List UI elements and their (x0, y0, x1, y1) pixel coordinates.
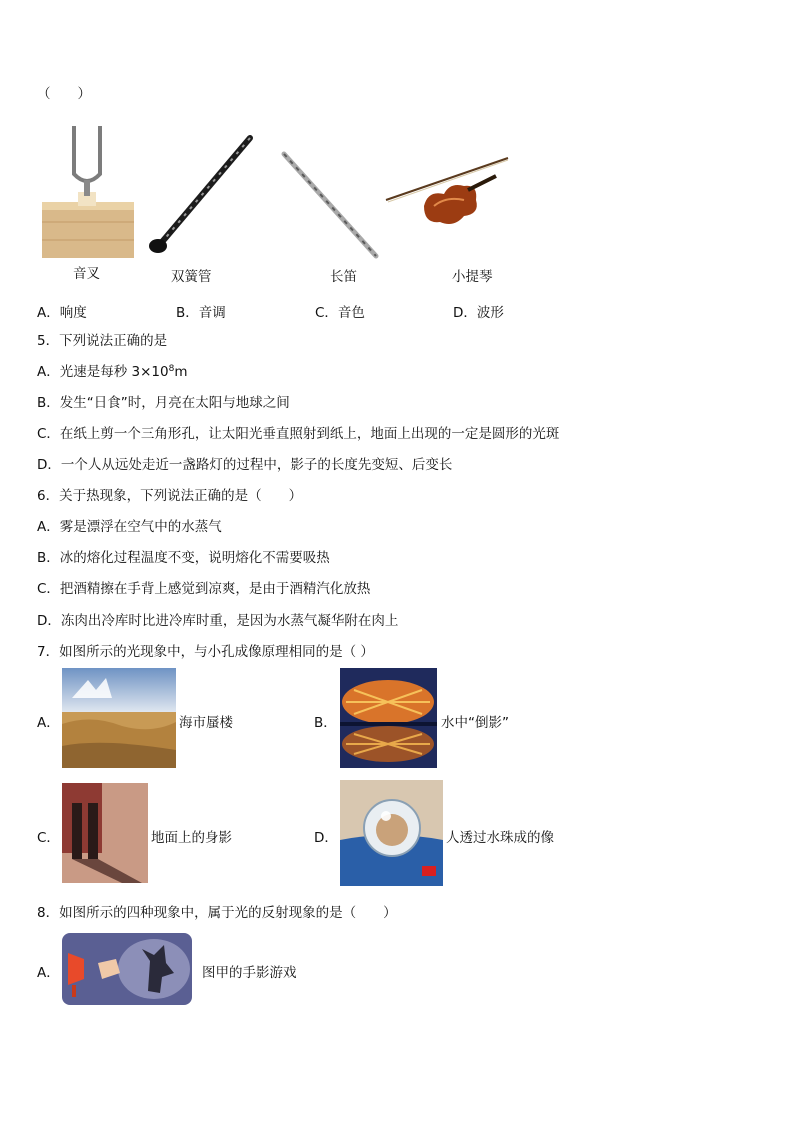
q7-stem: 7．如图所示的光现象中，与小孔成像原理相同的是（ ） (37, 644, 374, 660)
q7-option-a-caption: 海市蜃楼 (179, 715, 233, 731)
q4-option-c: C．音色 (315, 305, 365, 321)
q4-option-a: A．响度 (37, 305, 87, 321)
q4-option-b: B．音调 (176, 305, 226, 321)
instrument-label-tuning-fork: 音叉 (73, 266, 100, 282)
oboe-icon (148, 134, 254, 256)
q7-option-c-caption: 地面上的身影 (151, 830, 232, 846)
q5-option-b: B．发生“日食”时，月亮在太阳与地球之间 (37, 395, 290, 411)
q7-option-b-caption: 水中“倒影” (441, 715, 509, 731)
q6-option-a: A．雾是漂浮在空气中的水蒸气 (37, 519, 222, 535)
flute-icon (280, 150, 380, 262)
water-droplet-photo (340, 780, 443, 886)
shadow-photo (62, 783, 148, 883)
instrument-label-violin: 小提琴 (452, 269, 493, 285)
q7-option-b-letter: B． (314, 715, 337, 731)
q7-option-d-caption: 人透过水珠成的像 (446, 830, 554, 846)
mirage-photo (62, 668, 176, 768)
q5-stem: 5．下列说法正确的是 (37, 333, 168, 349)
q6-option-d: D．冻肉出冷库时比进冷库时重，是因为水蒸气凝华附在肉上 (37, 613, 399, 629)
q8-option-a-letter: A． (37, 965, 60, 981)
q7-option-d-letter: D． (314, 830, 338, 846)
instrument-label-oboe: 双簧管 (171, 269, 212, 285)
q6-stem: 6．关于热现象，下列说法正确的是（ ） (37, 488, 303, 504)
q7-option-a-letter: A． (37, 715, 60, 731)
q8-option-a-caption: 图甲的手影游戏 (202, 965, 297, 981)
q5-option-a: A．光速是每秒 $3\times 10^8m$ (37, 364, 188, 380)
q6-option-b: B．冰的熔化过程温度不变，说明熔化不需要吸热 (37, 550, 330, 566)
q5-option-c: C．在纸上剪一个三角形孔，让太阳光垂直照射到纸上，地面上出现的一定是圆形的光斑 (37, 426, 560, 442)
q6-option-c: C．把酒精擦在手背上感觉到凉爽，是由于酒精汽化放热 (37, 581, 371, 597)
tuning-fork-icon (42, 122, 134, 258)
q4-paren: （ ） (37, 86, 91, 102)
q5-option-d: D．一个人从远处走近一盏路灯的过程中，影子的长度先变短、后变长 (37, 457, 453, 473)
hand-shadow-photo (62, 933, 192, 1005)
birds-nest-reflection-photo (340, 668, 437, 768)
q7-option-c-letter: C． (37, 830, 60, 846)
q8-stem: 8．如图所示的四种现象中，属于光的反射现象的是（ ） (37, 905, 397, 921)
violin-icon (384, 156, 510, 230)
instrument-label-flute: 长笛 (330, 269, 357, 285)
q4-option-d: D．波形 (453, 305, 504, 321)
